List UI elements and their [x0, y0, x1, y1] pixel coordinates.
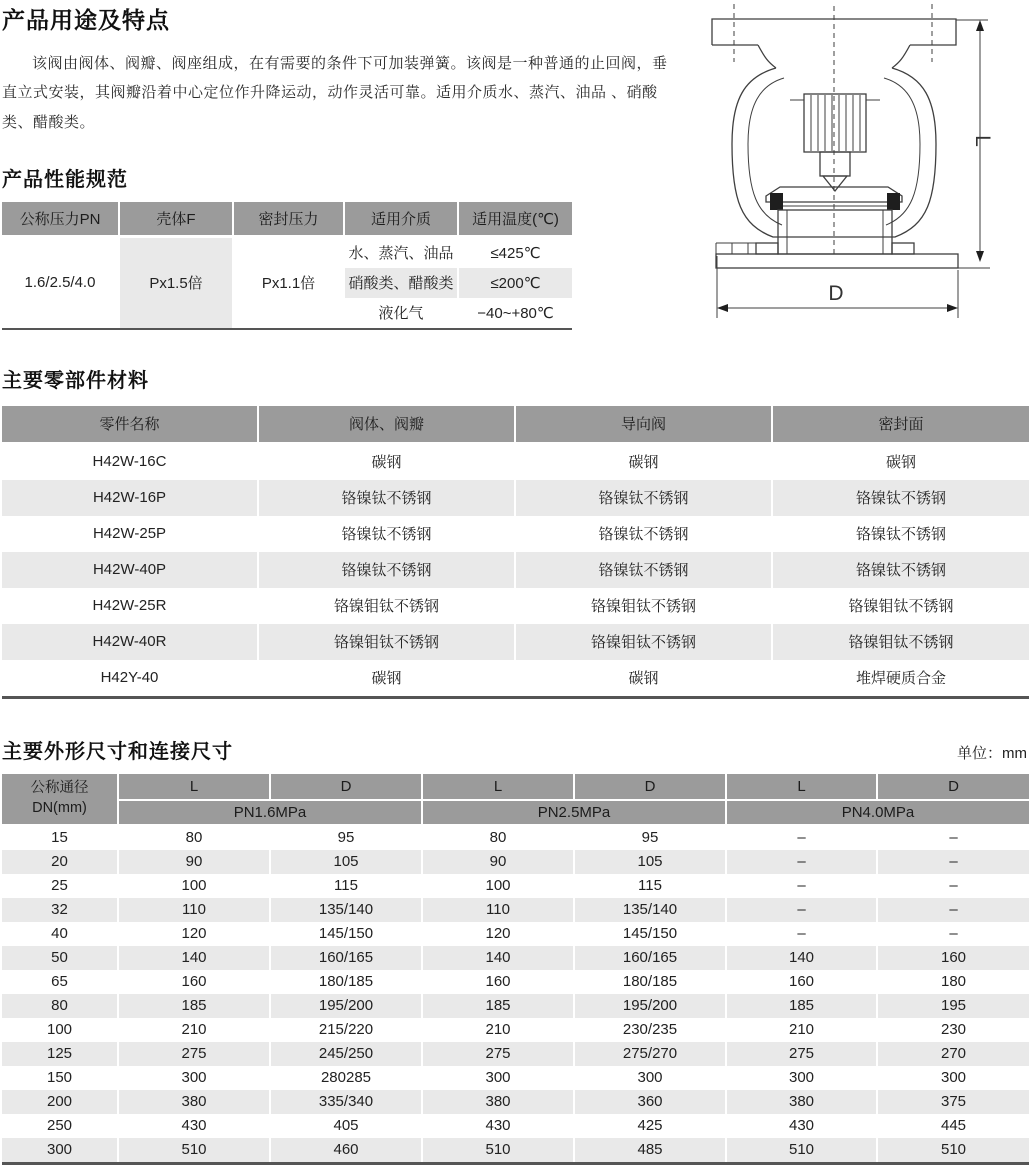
l-value: 510	[423, 1138, 575, 1162]
header-cell: L	[423, 774, 575, 801]
seal-material: 铬镍钛不锈钢	[773, 552, 1029, 588]
l-value: 185	[119, 994, 271, 1018]
materials-section	[2, 364, 1029, 699]
l-value: 380	[423, 1090, 575, 1114]
seal-material: 铬镍钼钛不锈钢	[773, 624, 1029, 660]
pn-group-header: PN4.0MPa	[727, 801, 1029, 826]
body-material: 铬镍钛不锈钢	[259, 516, 516, 552]
top-section	[2, 2, 1029, 330]
d-value: 445	[878, 1114, 1029, 1138]
d-value: 300	[878, 1066, 1029, 1090]
arrow-up	[976, 20, 984, 31]
table-row	[2, 1114, 1029, 1138]
materials-header-row	[2, 406, 1029, 444]
header-cell: 密封面	[773, 406, 1029, 444]
table-row	[2, 444, 1029, 480]
table-row	[2, 1138, 1029, 1162]
seal-right	[887, 193, 900, 210]
seal-material: 堆焊硬质合金	[773, 660, 1029, 696]
neck-right	[892, 45, 910, 68]
part-model: H42W-16P	[2, 480, 259, 516]
l-value: 80	[423, 826, 575, 850]
l-value: 140	[727, 946, 878, 970]
d-value: –	[878, 850, 1029, 874]
d-value: –	[878, 898, 1029, 922]
d-value: 160/165	[575, 946, 727, 970]
d-value: 300	[575, 1066, 727, 1090]
arrow-right	[947, 304, 958, 312]
table-row	[2, 850, 1029, 874]
guide-tip	[823, 176, 847, 191]
d-value: 405	[271, 1114, 423, 1138]
l-value: 300	[423, 1066, 575, 1090]
l-value: 300	[119, 1066, 271, 1090]
table-row	[2, 1042, 1029, 1066]
body-material: 碳钢	[259, 444, 516, 480]
d-value: 180	[878, 970, 1029, 994]
body-material: 碳钢	[259, 660, 516, 696]
table-row	[2, 624, 1029, 660]
dimensions-header-row2	[2, 801, 1029, 826]
seal-material: 铬镍钼钛不锈钢	[773, 588, 1029, 624]
table-row	[2, 874, 1029, 898]
dn-value: 150	[2, 1066, 119, 1090]
header-cell: 适用温度(℃)	[459, 202, 572, 238]
l-value: 80	[119, 826, 271, 850]
top-left-column	[2, 2, 680, 330]
body-material: 铬镍钛不锈钢	[259, 480, 516, 516]
header-cell: 适用介质	[345, 202, 459, 238]
guide-material: 碳钢	[516, 444, 773, 480]
piston-hatch	[811, 95, 860, 151]
l-value: 380	[119, 1090, 271, 1114]
l-value: 160	[727, 970, 878, 994]
part-model: H42Y-40	[2, 660, 259, 696]
header-cell: D	[575, 774, 727, 801]
seal-material: 铬镍钛不锈钢	[773, 480, 1029, 516]
l-value: 300	[727, 1066, 878, 1090]
temp-value: ≤425℃	[459, 238, 572, 268]
dn-value: 65	[2, 970, 119, 994]
guide-material: 铬镍钛不锈钢	[516, 480, 773, 516]
neck-left	[758, 45, 776, 68]
l-value: –	[727, 850, 878, 874]
l-value: 110	[423, 898, 575, 922]
dn-value: 25	[2, 874, 119, 898]
d-value: 95	[271, 826, 423, 850]
dn-value: 32	[2, 898, 119, 922]
table-row	[2, 480, 1029, 516]
part-model: H42W-40R	[2, 624, 259, 660]
d-value: 510	[878, 1138, 1029, 1162]
l-value: 430	[423, 1114, 575, 1138]
d-value: 230	[878, 1018, 1029, 1042]
header-cell: 导向阀	[516, 406, 773, 444]
d-value: 195/200	[575, 994, 727, 1018]
seat	[778, 210, 892, 254]
l-value: –	[727, 922, 878, 946]
header-cell: 阀体、阀瓣	[259, 406, 516, 444]
dn-value: 200	[2, 1090, 119, 1114]
dn-header	[2, 774, 119, 826]
table-row	[2, 516, 1029, 552]
media-value: 液化气	[345, 298, 459, 328]
d-value: 275/270	[575, 1042, 727, 1066]
d-value: 335/340	[271, 1090, 423, 1114]
media-value: 水、蒸汽、油品	[345, 238, 459, 268]
seal-left	[770, 193, 783, 210]
l-value: –	[727, 898, 878, 922]
dimensions-title: 主要外形尺寸和连接尺寸	[2, 740, 233, 763]
media-value: 硝酸类、醋酸类	[345, 268, 459, 298]
guide-stem	[820, 152, 850, 176]
usage-paragraph: 该阀由阀体、阀瓣、阀座组成，在有需要的条件下可加装弹簧。该阀是一种普通的止回阀，垂直立式安装，其阀瓣沿着中心定位作升降运动，动作灵活可靠。适用介质水、蒸汽、油品 、硝酸类、醋酸类。	[2, 55, 668, 131]
dimensions-section	[2, 735, 1029, 1165]
arrow-down	[976, 251, 984, 262]
l-value: 430	[119, 1114, 271, 1138]
header-cell: 零件名称	[2, 406, 259, 444]
pn-value: 1.6/2.5/4.0	[2, 238, 120, 328]
guide-material: 碳钢	[516, 660, 773, 696]
d-value: 135/140	[271, 898, 423, 922]
materials-title: 主要零部件材料	[2, 369, 149, 392]
usage-title: 产品用途及特点	[2, 7, 170, 33]
l-value: 120	[423, 922, 575, 946]
d-value: –	[878, 826, 1029, 850]
l-value: 510	[727, 1138, 878, 1162]
dn-value: 50	[2, 946, 119, 970]
shell-value: Px1.5倍	[120, 238, 234, 328]
dimensions-body	[2, 826, 1029, 1162]
table-row	[2, 660, 1029, 696]
d-value: 485	[575, 1138, 727, 1162]
l-value: 210	[119, 1018, 271, 1042]
d-value: 115	[271, 874, 423, 898]
d-value: 375	[878, 1090, 1029, 1114]
dn-value: 20	[2, 850, 119, 874]
d-value: –	[878, 874, 1029, 898]
guide-material: 铬镍钼钛不锈钢	[516, 588, 773, 624]
performance-header-row	[2, 202, 572, 238]
guide-material: 铬镍钛不锈钢	[516, 552, 773, 588]
d-value: 230/235	[575, 1018, 727, 1042]
table-row	[2, 898, 1029, 922]
l-value: 140	[423, 946, 575, 970]
table-row	[2, 588, 1029, 624]
l-value: 185	[727, 994, 878, 1018]
dim-label-l: L	[971, 135, 994, 147]
l-value: –	[727, 874, 878, 898]
l-value: 275	[727, 1042, 878, 1066]
body-material: 铬镍钼钛不锈钢	[259, 624, 516, 660]
header-cell: L	[727, 774, 878, 801]
l-value: 210	[423, 1018, 575, 1042]
l-value: 160	[423, 970, 575, 994]
d-value: 195	[878, 994, 1029, 1018]
l-value: 90	[119, 850, 271, 874]
l-value: 100	[423, 874, 575, 898]
guide-material: 铬镍钛不锈钢	[516, 516, 773, 552]
dn-value: 100	[2, 1018, 119, 1042]
dim-label-d: D	[828, 282, 844, 305]
dn-value: 250	[2, 1114, 119, 1138]
d-value: 360	[575, 1090, 727, 1114]
header-cell: D	[271, 774, 423, 801]
d-value: 105	[575, 850, 727, 874]
performance-row	[2, 238, 572, 268]
dimensions-heading	[2, 735, 1029, 764]
seal-material: 碳钢	[773, 444, 1029, 480]
part-model: H42W-25R	[2, 588, 259, 624]
performance-table	[2, 202, 572, 330]
l-value: 185	[423, 994, 575, 1018]
part-model: H42W-40P	[2, 552, 259, 588]
d-value: 180/185	[271, 970, 423, 994]
unit-label: 单位：mm	[957, 744, 1027, 762]
d-value: 105	[271, 850, 423, 874]
d-value: –	[878, 922, 1029, 946]
bottom-flange	[716, 254, 958, 268]
table-row	[2, 1066, 1029, 1090]
header-cell: 壳体F	[120, 202, 234, 238]
seat-step-left	[756, 243, 778, 254]
seal-material: 铬镍钛不锈钢	[773, 516, 1029, 552]
d-value: 195/200	[271, 994, 423, 1018]
performance-section	[2, 163, 680, 330]
dn-value: 40	[2, 922, 119, 946]
table-row	[2, 826, 1029, 850]
dimensions-table	[2, 774, 1029, 1165]
dimensions-header-row1	[2, 774, 1029, 801]
seat-step-right	[892, 243, 914, 254]
d-value: 280285	[271, 1066, 423, 1090]
dn-value: 15	[2, 826, 119, 850]
flange-bolt-detail	[716, 243, 756, 254]
table-row	[2, 1018, 1029, 1042]
l-value: 210	[727, 1018, 878, 1042]
d-value: 270	[878, 1042, 1029, 1066]
l-value: 510	[119, 1138, 271, 1162]
seal-value: Px1.1倍	[234, 238, 345, 328]
table-row	[2, 1090, 1029, 1114]
header-cell: D	[878, 774, 1029, 801]
d-value: 160	[878, 946, 1029, 970]
table-row	[2, 994, 1029, 1018]
d-value: 115	[575, 874, 727, 898]
l-value: –	[727, 826, 878, 850]
d-value: 460	[271, 1138, 423, 1162]
d-value: 145/150	[575, 922, 727, 946]
materials-body	[2, 444, 1029, 696]
l-value: 430	[727, 1114, 878, 1138]
temp-value: −40~+80℃	[459, 298, 572, 328]
d-value: 180/185	[575, 970, 727, 994]
guide-material: 铬镍钼钛不锈钢	[516, 624, 773, 660]
valve-drawing	[680, 4, 1025, 324]
valve-diagram	[680, 2, 1029, 330]
pn-group-header: PN1.6MPa	[119, 801, 423, 826]
d-value: 160/165	[271, 946, 423, 970]
l-value: 380	[727, 1090, 878, 1114]
table-row	[2, 946, 1029, 970]
dn-header-line1: 公称通径	[30, 780, 89, 797]
part-model: H42W-25P	[2, 516, 259, 552]
dn-value: 300	[2, 1138, 119, 1162]
top-flange	[712, 19, 956, 45]
d-value: 245/250	[271, 1042, 423, 1066]
temp-value: ≤200℃	[459, 268, 572, 298]
piston	[804, 94, 866, 152]
header-cell: L	[119, 774, 271, 801]
performance-title: 产品性能规范	[2, 168, 128, 191]
l-value: 275	[423, 1042, 575, 1066]
l-value: 100	[119, 874, 271, 898]
l-value: 140	[119, 946, 271, 970]
part-model: H42W-16C	[2, 444, 259, 480]
l-value: 120	[119, 922, 271, 946]
l-value: 275	[119, 1042, 271, 1066]
d-value: 145/150	[271, 922, 423, 946]
table-row	[2, 922, 1029, 946]
l-value: 90	[423, 850, 575, 874]
table-row	[2, 552, 1029, 588]
table-row	[2, 970, 1029, 994]
body-material: 铬镍钼钛不锈钢	[259, 588, 516, 624]
header-cell: 公称压力PN	[2, 202, 120, 238]
materials-table	[2, 406, 1029, 699]
body-material: 铬镍钛不锈钢	[259, 552, 516, 588]
l-value: 160	[119, 970, 271, 994]
d-value: 95	[575, 826, 727, 850]
dn-header-line2: DN(mm)	[32, 799, 87, 816]
d-value: 425	[575, 1114, 727, 1138]
d-value: 135/140	[575, 898, 727, 922]
l-value: 110	[119, 898, 271, 922]
pn-group-header: PN2.5MPa	[423, 801, 727, 826]
dn-value: 80	[2, 994, 119, 1018]
arrow-left	[717, 304, 728, 312]
dn-value: 125	[2, 1042, 119, 1066]
header-cell: 密封压力	[234, 202, 345, 238]
d-value: 215/220	[271, 1018, 423, 1042]
